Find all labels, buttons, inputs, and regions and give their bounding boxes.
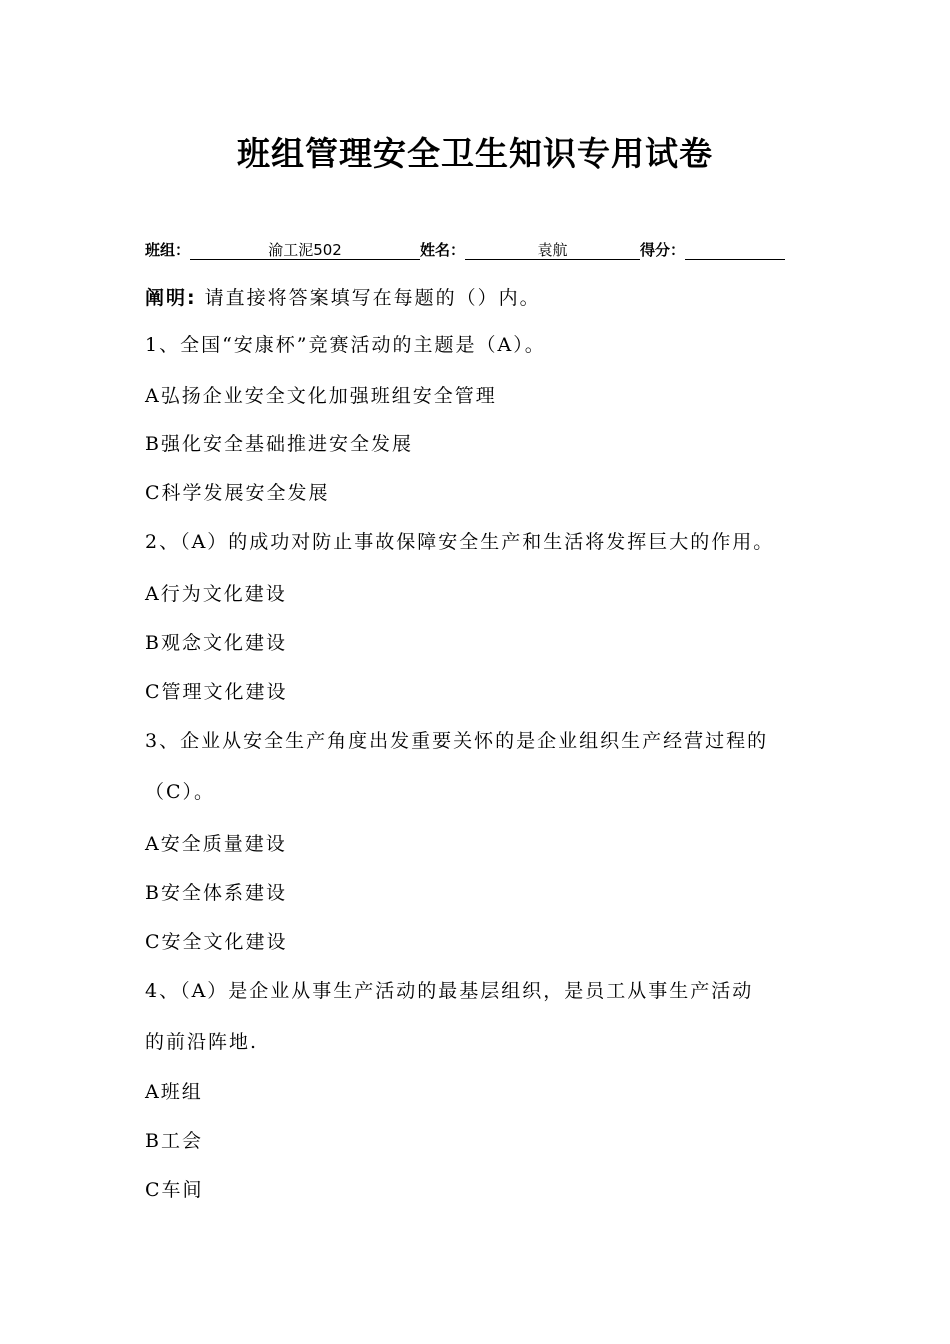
option-line: A安全质量建设: [145, 833, 287, 855]
option-line: A弘扬企业安全文化加强班组安全管理: [145, 385, 497, 407]
team-label: 班组：: [145, 241, 191, 259]
question-line: 的前沿阵地.: [145, 1031, 259, 1053]
question-line: 4、（A）是企业从事生产活动的最基层组织，是员工从事生产活动: [145, 980, 754, 1002]
option-line: C车间: [145, 1179, 204, 1201]
document-title: 班组管理安全卫生知识专用试卷: [237, 134, 713, 173]
option-line: C安全文化建设: [145, 931, 288, 953]
option-line: C科学发展安全发展: [145, 482, 330, 504]
score-label: 得分：: [640, 241, 686, 259]
option-line: B安全体系建设: [145, 882, 287, 904]
name-field: 袁航: [465, 241, 640, 260]
option-line: B强化安全基础推进安全发展: [145, 433, 413, 455]
option-line: B观念文化建设: [145, 632, 287, 654]
option-line: A行为文化建设: [145, 583, 287, 605]
instruction-text: 请直接将答案填写在每题的（）内。: [204, 287, 541, 309]
question-line: 2、（A）的成功对防止事故保障安全生产和生活将发挥巨大的作用。: [145, 531, 775, 553]
option-line: C管理文化建设: [145, 681, 288, 703]
question-line: 1、全国“安康杯”竞赛活动的主题是（A）。: [145, 334, 546, 356]
question-line: 3、企业从安全生产角度出发重要关怀的是企业组织生产经营过程的: [145, 730, 769, 752]
score-field: [685, 241, 785, 260]
option-line: A班组: [145, 1081, 203, 1103]
header-info-row: [145, 239, 805, 260]
instruction-line: [145, 283, 541, 310]
name-label: 姓名：: [420, 241, 466, 259]
instruction-label: 阐明:: [145, 287, 197, 309]
question-line: （C）。: [145, 781, 216, 803]
option-line: B工会: [145, 1130, 203, 1152]
team-field: 渝工泥502: [190, 241, 420, 260]
